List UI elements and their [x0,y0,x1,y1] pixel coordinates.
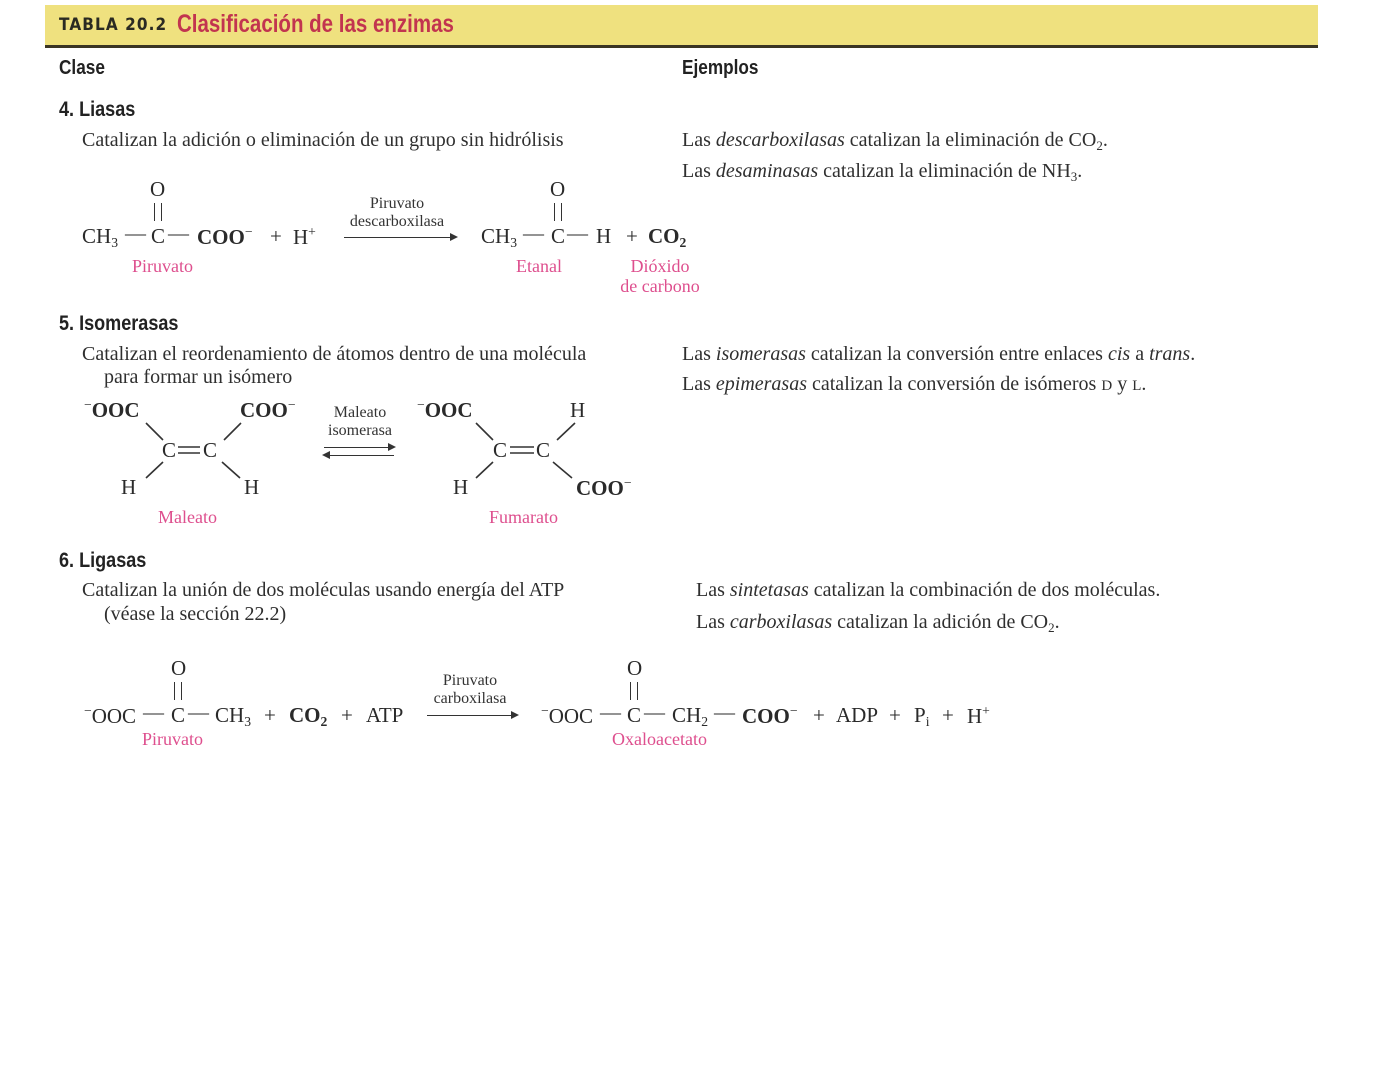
carboxylate-group: COO− [576,475,632,500]
example-text: catalizan la eliminación de CO [844,129,1097,151]
single-bond: — [567,221,588,245]
carbon-atom: C [627,703,642,727]
example-text: catalizan la eliminación de NH [818,160,1071,182]
enzyme-name: carboxilasas [729,611,833,633]
double-bond [174,682,182,700]
enzyme-name: desaminasas [715,160,819,182]
adp: ADP [836,703,879,727]
molecule-label: Oxaloacetato [612,729,707,749]
column-header-clase: Clase [59,57,105,79]
oxygen-atom: O [550,177,566,201]
example-line: Las epimerasas catalizan la conversión de isómeros D y L. [682,373,1147,395]
example-text: . [1077,160,1083,182]
single-bond: — [143,700,164,724]
carboxylate-group: COO− [240,397,296,422]
enzyme-name: isomerasas [715,343,806,365]
class-description: Catalizan la adición o eliminación de un grupo sin hidrólisis [82,129,564,151]
carbon-atom: C [171,703,186,727]
class-description: (véase la sección 22.2) [104,603,287,625]
molecule-label: Piruvato [132,256,193,276]
hydrogen-atom: H [570,398,586,422]
inorganic-phosphate: $P_i$ [914,703,930,729]
molecule-label: Fumarato [489,507,558,527]
plus-sign: + [813,703,825,727]
class-heading: 4. Liasas [59,98,136,121]
ch3-group: $CH_3$ [481,224,518,250]
table-title: Clasificación de las enzimas [177,10,454,38]
column-header-ejemplos: Ejemplos [682,57,759,79]
single-bond: — [125,221,146,245]
plus-sign: + [942,703,954,727]
carboxylate-group: −OOC [417,397,473,422]
single-bond: — [188,700,209,724]
molecule-label: Etanal [516,256,562,276]
plus-sign: + [270,224,282,248]
carbon-atom: C [203,438,218,462]
subscript: 3 [1070,169,1078,184]
hydrogen-atom: H [596,224,612,248]
atp: ATP [366,703,404,727]
enzyme-name: descarboxilasas [715,129,845,151]
carboxylate-group: −OOC [84,397,140,422]
carbon-atom: C [162,438,177,462]
oxygen-atom: O [627,656,643,680]
class-description: Catalizan el reordenamiento de átomos dentro de una molécula [82,343,587,365]
enzyme-label: Piruvato carboxilasa [433,672,507,707]
carbon-atom: C [493,438,508,462]
subscript: 2 [1096,138,1103,153]
molecule-label: Maleato [158,507,217,527]
single-bond: — [600,700,621,724]
enzyme-name: sintetasas [729,579,809,601]
co2: $CO_2$ [289,703,328,729]
example-text: . [1102,129,1108,151]
class-description: Catalizan la unión de dos moléculas usando energía del ATP [82,579,565,601]
oxygen-atom: O [150,177,166,201]
hydrogen-atom: H [121,475,137,499]
reaction-arrow-icon [427,715,517,716]
hydrogen-atom: H [244,475,260,499]
carboxylate-group: COO− [742,703,798,728]
single-bond: — [168,221,189,245]
forward-arrow-icon [324,447,394,448]
molecule-label: Piruvato [142,729,203,749]
ch2-group: $CH_2$ [672,703,709,729]
double-bond [630,682,638,700]
ch3-group: $CH_3$ [82,224,119,250]
plus-sign: + [264,703,276,727]
plus-sign: + [341,703,353,727]
example-line: Las isomerasas catalizan la conversión entre enlaces cis a trans. [682,343,1196,365]
carboxylate-group: COO− [197,224,253,249]
table-number: TABLA 20.2 [59,15,168,35]
carbon-atom: C [536,438,551,462]
carbon-atom: C [551,224,566,248]
single-bond: — [644,700,665,724]
proton: H+ [967,703,990,728]
carboxylate-group: −OOC [541,703,594,728]
carboxylate-group: −OOC [84,703,137,728]
example-line: Las carboxilasas catalizan la adición de $CO_2$. [696,611,1060,635]
example-text: Las [682,160,716,182]
plus-sign: + [626,224,638,248]
enzyme-label: Maleato isomerasa [328,404,392,439]
class-heading: 6. Ligasas [59,549,147,572]
enzyme-label: Piruvato descarboxilasa [349,195,445,230]
example-line: Las sintetasas catalizan la combinación de dos moléculas. [696,579,1161,601]
hydrogen-atom: H [453,475,469,499]
co2: $CO_2$ [648,224,687,250]
class-description: para formar un isómero [104,366,293,388]
single-bond: — [523,221,544,245]
molecule-label: Dióxido de carbono [620,256,700,296]
class-heading: 5. Isomerasas [59,312,179,335]
ch3-group: $CH_3$ [215,703,252,729]
single-bond: — [714,700,735,724]
carbon-atom: C [151,224,166,248]
proton: H+ [293,224,316,249]
enzyme-name: epimerasas [715,373,807,395]
example-text: Las [682,129,716,151]
oxygen-atom: O [171,656,187,680]
plus-sign: + [889,703,901,727]
reverse-arrow-icon [324,455,394,456]
